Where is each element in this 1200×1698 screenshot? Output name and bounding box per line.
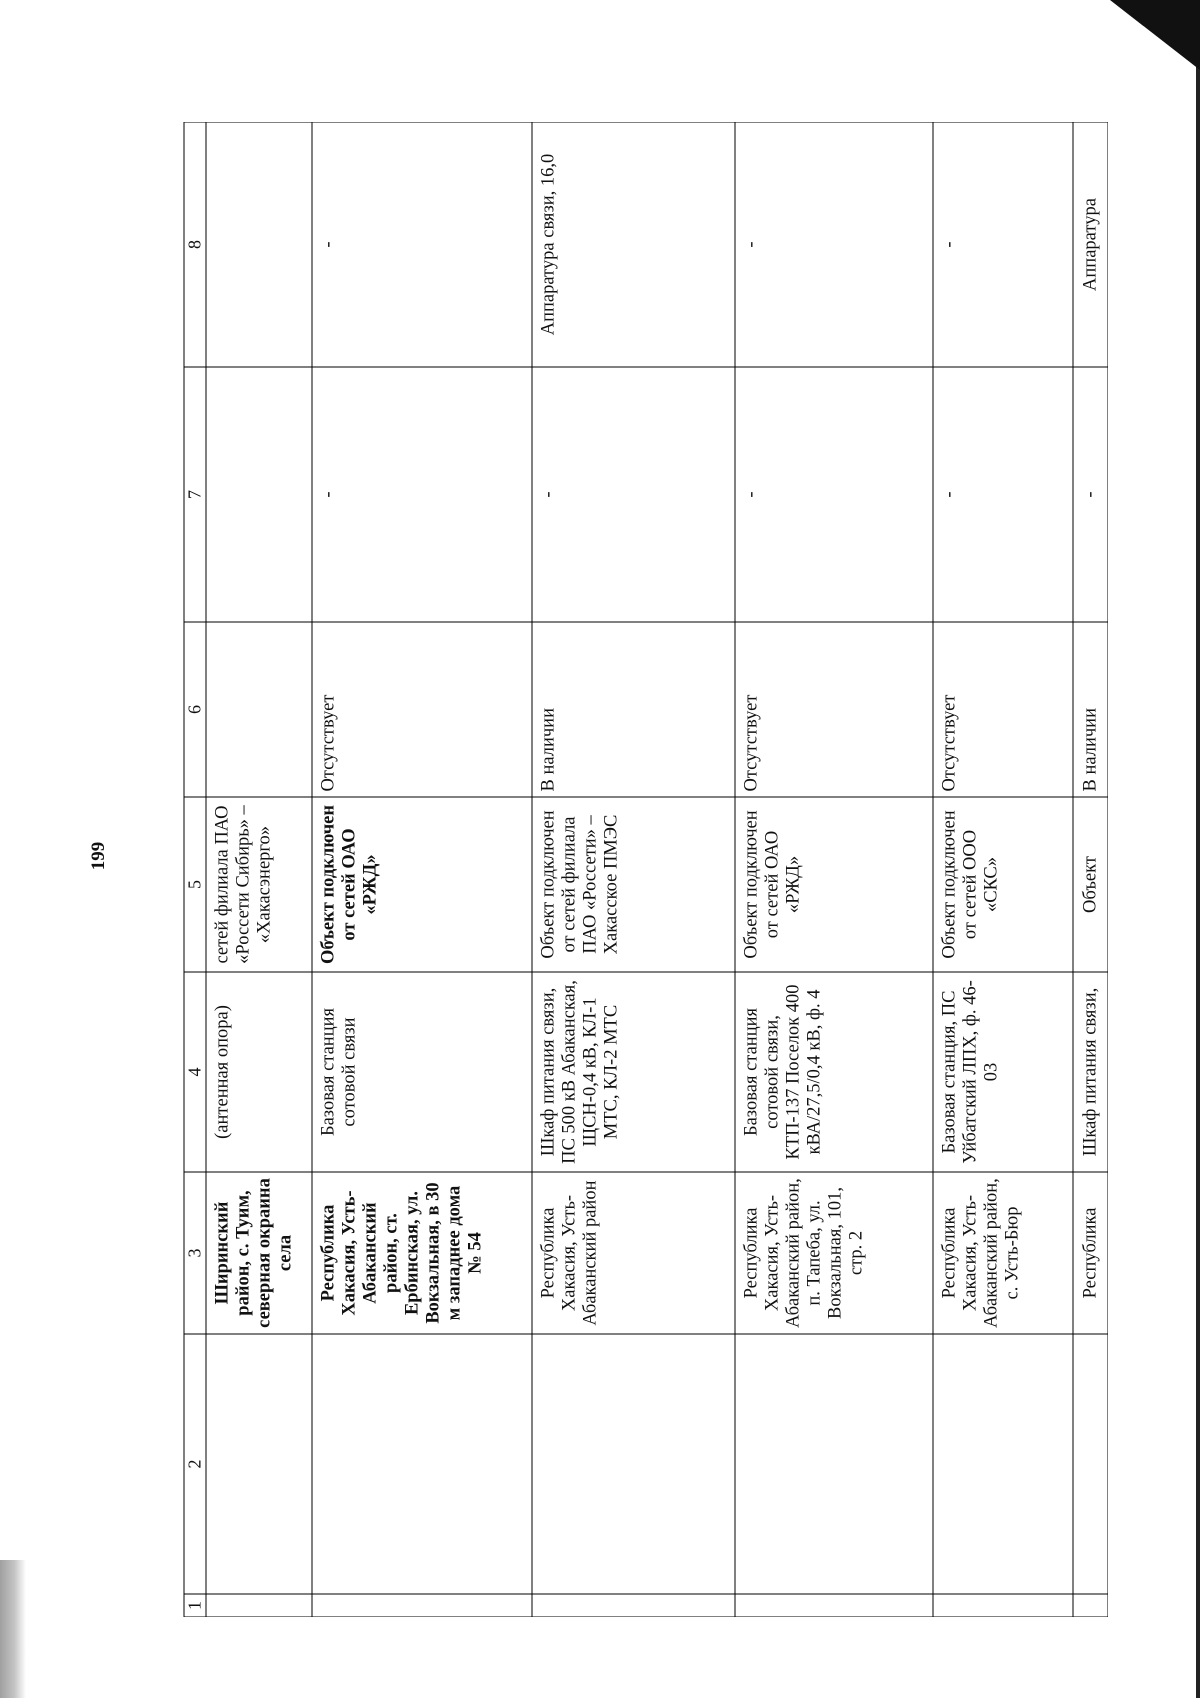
col-header-5: 5 xyxy=(184,797,206,972)
cell-supply: Объект подключен от сетей ОАО «РЖД» xyxy=(735,797,933,972)
cell-supply: Объект подключен от сетей ОАО «РЖД» xyxy=(312,797,532,972)
scan-edge-right xyxy=(1196,0,1200,1698)
table-row xyxy=(312,122,532,1617)
cell-reserve: В наличии xyxy=(532,622,735,797)
col-header-7: 7 xyxy=(184,367,206,622)
cell-address: Республика Хакасия, Усть-Абаканский район, с. Усть-Бюр xyxy=(933,1172,1073,1334)
cell-address: Ширинский район, с. Туим, северная окраина села xyxy=(206,1172,312,1334)
cell-reserve: Отсутствует xyxy=(933,622,1073,797)
cell-7: - xyxy=(933,367,1073,622)
cell-2 xyxy=(933,1334,1073,1594)
cell-1 xyxy=(933,1594,1073,1617)
col-header-4: 4 xyxy=(184,972,206,1172)
cell-address: Республика Хакасия, Усть-Абаканский район, п. Тапеба, ул. Вокзальная, 101, стр. 2 xyxy=(735,1172,933,1334)
cell-equipment xyxy=(206,122,312,367)
cell-1 xyxy=(735,1594,933,1617)
cell-object: Базовая станция, ПС Уйбатский ЛПХ, ф. 46-03 xyxy=(933,972,1073,1172)
cell-address: Республика xyxy=(1073,1172,1108,1334)
cell-1 xyxy=(1073,1594,1108,1617)
header-row xyxy=(184,122,206,1617)
cell-1 xyxy=(206,1594,312,1617)
cell-object: Базовая станция сотовой связи xyxy=(312,972,532,1172)
col-header-1: 1 xyxy=(184,1594,206,1617)
cell-reserve: Отсутствует xyxy=(312,622,532,797)
table-row xyxy=(735,122,933,1617)
page-number: 199 xyxy=(88,841,109,871)
cell-supply: сетей филиала ПАО «Россети Сибирь» – «Хакасэнерго» xyxy=(206,797,312,972)
col-header-8: 8 xyxy=(184,122,206,367)
cell-2 xyxy=(206,1334,312,1594)
page-number-wrap xyxy=(79,836,119,876)
cell-2 xyxy=(735,1334,933,1594)
cell-object: Базовая станция сотовой связи, КТП-137 Поселок 400 кВА/27,5/0,4 кВ, ф. 4 xyxy=(735,972,933,1172)
table-row xyxy=(206,122,312,1617)
table-container xyxy=(183,122,1108,1617)
table-row xyxy=(933,122,1073,1617)
cell-supply: Объект подключен от сетей филиала ПАО «Россети» – Хакасское ПМЭС xyxy=(532,797,735,972)
cell-2 xyxy=(312,1334,532,1594)
cell-7: - xyxy=(1073,367,1108,622)
table-row xyxy=(532,122,735,1617)
cell-object: Шкаф питания связи, ПС 500 кВ Абаканская, ЩСН-0,4 кВ, КЛ-1 МТС, КЛ-2 МТС xyxy=(532,972,735,1172)
cell-equipment: - xyxy=(735,122,933,367)
cell-supply: Объект xyxy=(1073,797,1108,972)
cell-address: Республика Хакасия, Усть-Абаканский район, ст. Ербинская, ул. Вокзальная, в 30 м западнее дома № 54 xyxy=(312,1172,532,1334)
cell-object: Шкаф питания связи, xyxy=(1073,972,1108,1172)
col-header-3: 3 xyxy=(184,1172,206,1334)
cell-reserve xyxy=(206,622,312,797)
cell-supply: Объект подключен от сетей ООО «СКС» xyxy=(933,797,1073,972)
cell-object: (антенная опора) xyxy=(206,972,312,1172)
cell-equipment: - xyxy=(933,122,1073,367)
col-header-6: 6 xyxy=(184,622,206,797)
cell-7: - xyxy=(735,367,933,622)
document-table xyxy=(184,122,1109,1617)
cell-equipment: - xyxy=(312,122,532,367)
cell-reserve: Отсутствует xyxy=(735,622,933,797)
cell-equipment: Аппаратура связи, 16,0 xyxy=(532,122,735,367)
cell-address: Республика Хакасия, Усть-Абаканский район xyxy=(532,1172,735,1334)
cell-7 xyxy=(206,367,312,622)
cell-2 xyxy=(532,1334,735,1594)
cell-7: - xyxy=(312,367,532,622)
scan-corner-shadow xyxy=(1110,0,1200,70)
cell-equipment: Аппаратура xyxy=(1073,122,1108,367)
scan-edge-left xyxy=(0,1560,26,1698)
cell-1 xyxy=(532,1594,735,1617)
cell-7: - xyxy=(532,367,735,622)
cell-reserve: В наличии xyxy=(1073,622,1108,797)
col-header-2: 2 xyxy=(184,1334,206,1594)
cell-2 xyxy=(1073,1334,1108,1594)
table-row xyxy=(1073,122,1108,1617)
cell-1 xyxy=(312,1594,532,1617)
